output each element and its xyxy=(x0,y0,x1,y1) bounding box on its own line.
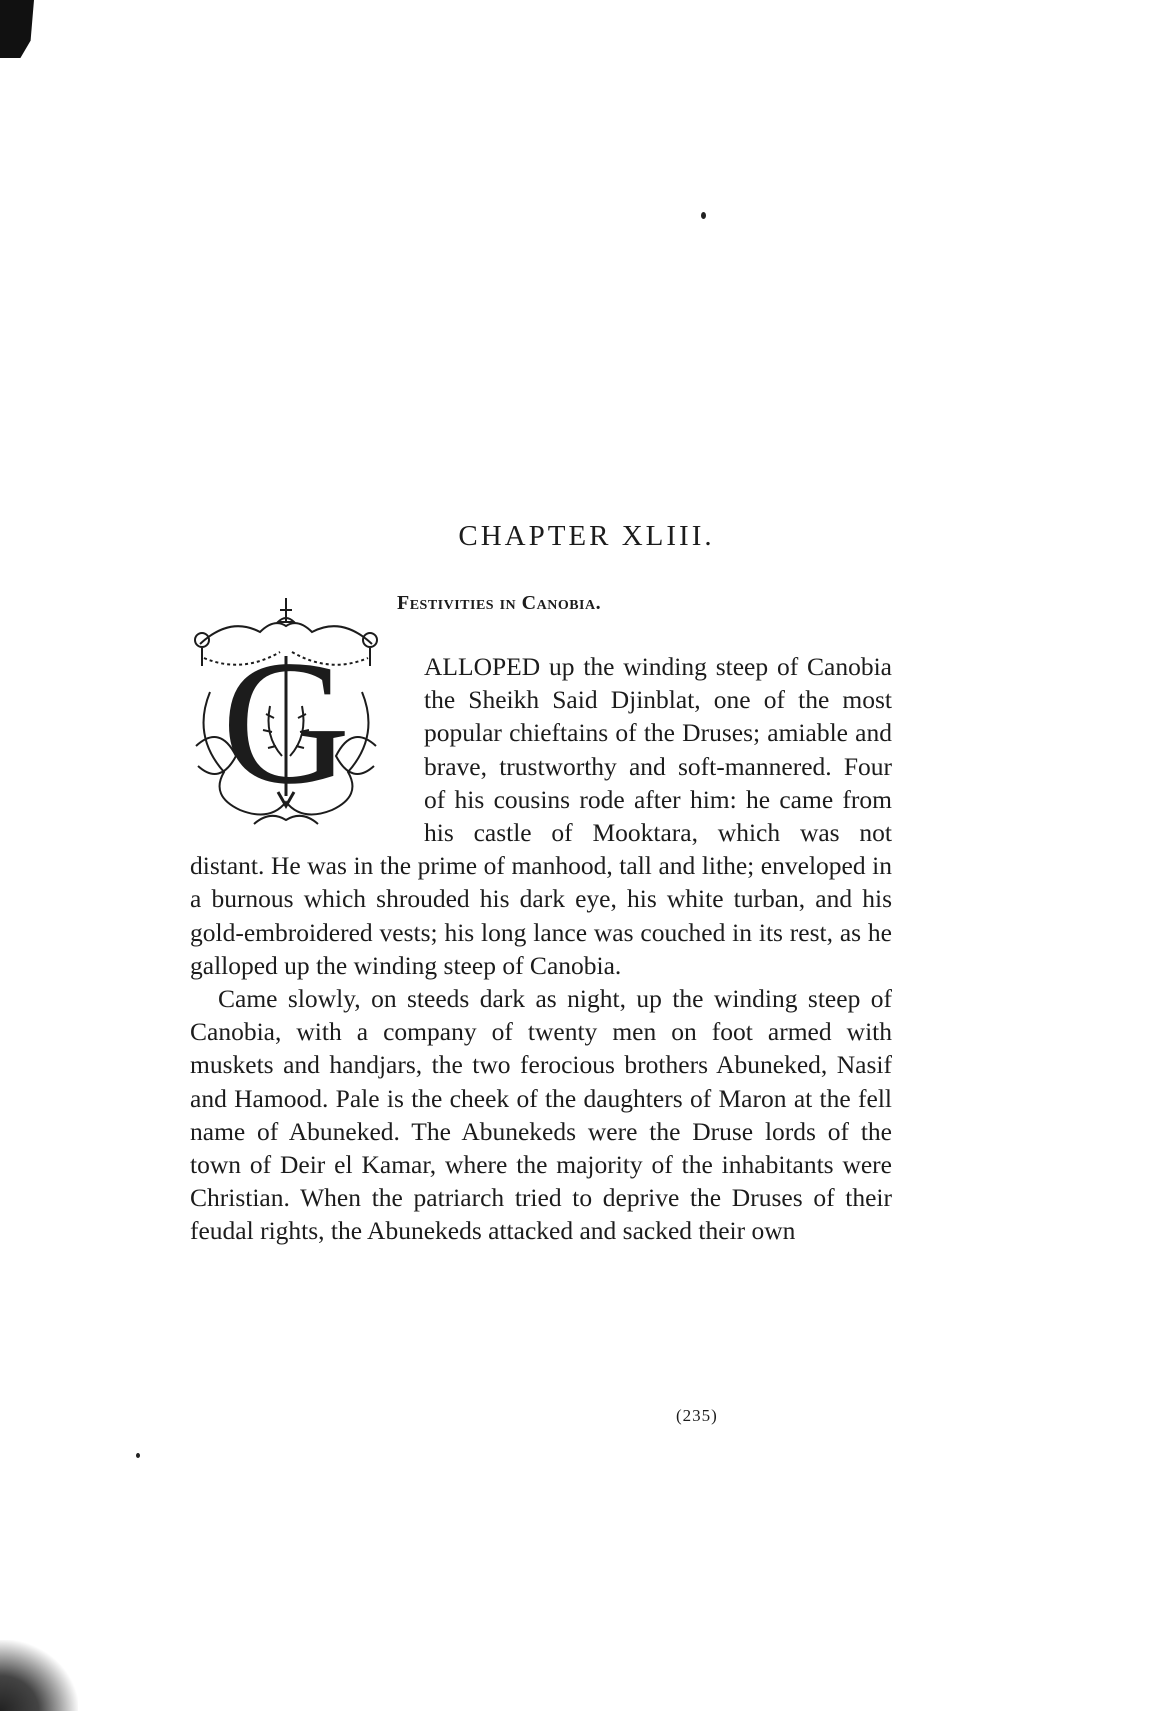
paragraph xyxy=(190,650,892,982)
chapter-title: CHAPTER XLIII. xyxy=(458,520,715,552)
drop-cap-letter: G xyxy=(221,623,351,821)
paragraph: Came slowly, on steeds dark as night, up the winding steep of Canobia, with a company of twenty men on foot armed with muskets and handjars, the two ferocious brothers Abuneked, Nasif and Hamood. Pale is the cheek of the daughters of Maron at the fell name of Abuneked. The Abunekeds were the Druse lords of the town of Deir el Kamar, where the majority of the inhabitants were Christian. When the patriarch tried to deprive the Druses of their feudal rights, the Abunekeds attacked and sacked their own xyxy=(190,984,892,1246)
ink-speck xyxy=(701,212,706,219)
scan-edge-mark xyxy=(0,0,34,58)
ink-speck xyxy=(136,1453,140,1458)
chapter-subtitle: Festivities in Canobia. xyxy=(397,592,602,614)
drop-cap-spacer xyxy=(190,648,418,828)
scan-corner-smudge xyxy=(0,1640,78,1711)
body-text xyxy=(190,650,892,1248)
paragraph-text: ALLOPED up the winding steep of Canobia the Sheikh Said Djinblat, one of the most popular chieftains of the Druses; amiable and brave, trustworthy and soft-mannered. Four of his cousins rode after him: he came from his castle of Mooktara, which was not distant. He was in the prime of manhood, tall and lithe; enveloped in a burnous which shrouded his dark eye, his white turban, and his gold-embroidered vests; his long lance was couched in its rest, as he galloped up the winding steep of Canobia. xyxy=(190,652,892,980)
page-number: (235) xyxy=(676,1406,718,1425)
